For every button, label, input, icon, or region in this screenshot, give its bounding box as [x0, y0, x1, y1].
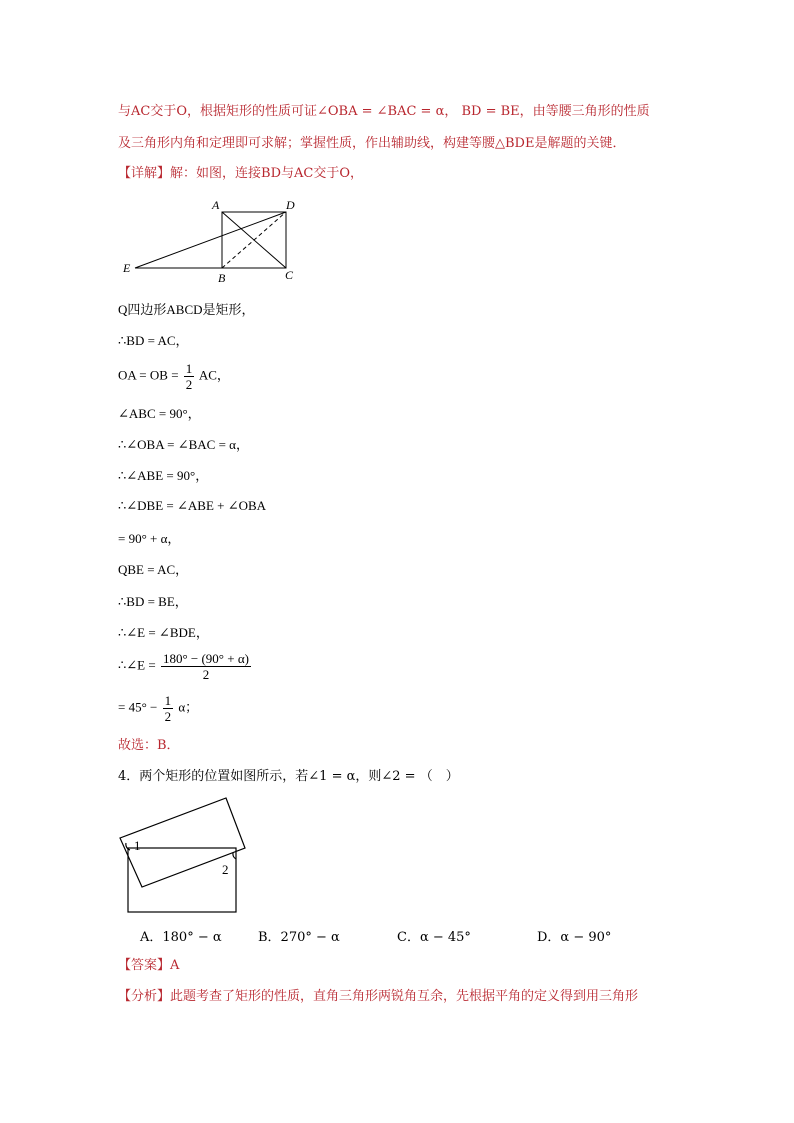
label-c: C: [285, 268, 294, 282]
choice-line: 故选：B．: [118, 738, 180, 753]
step-6: ∴∠ABE = 90°，: [118, 468, 209, 483]
option-d: D．α − 90°: [537, 930, 612, 945]
detail-tag: 【详解】: [118, 166, 171, 181]
step-12-left: ∴∠E =: [118, 657, 156, 673]
analysis-tag: 【分析】: [118, 989, 171, 1004]
question-4-text: 4．两个矩形的位置如图所示，若∠1 = α，则∠2 = （ ）: [118, 769, 459, 784]
fraction-angle-e: [161, 651, 251, 682]
step-13: [118, 693, 198, 724]
fraction-den: 2: [164, 709, 172, 724]
label-d: D: [286, 198, 295, 212]
step-13-left: = 45° −: [118, 699, 158, 715]
step-3: [118, 361, 230, 392]
analysis-line: [118, 988, 638, 1006]
two-rectangles-figure: [115, 793, 255, 918]
fraction-den: 2: [202, 667, 210, 682]
step-3-left: OA = OB =: [118, 367, 179, 383]
step-2: ∴BD = AC，: [118, 333, 189, 348]
option-a: A．180° − α: [140, 930, 222, 945]
option-c: C．α − 45°: [397, 930, 471, 945]
detail-line: [118, 165, 363, 183]
fraction-half-2: [163, 693, 174, 724]
step-3-right: AC，: [198, 367, 230, 383]
step-7: ∴∠DBE = ∠ABE + ∠OBA: [118, 498, 267, 513]
step-13-right: α；: [178, 699, 199, 715]
analysis-line-2: 及三角形内角和定理即可求解；掌握性质，作出辅助线，构建等腰△BDE是解题的关键．: [118, 136, 626, 151]
label-e: E: [123, 261, 131, 275]
answer-line: [118, 957, 179, 975]
fraction-den: 2: [185, 377, 193, 392]
fraction-num: 180° − (90° + α): [162, 651, 249, 666]
step-9: QBE = AC，: [118, 562, 189, 577]
step-1: Q四边形ABCD是矩形，: [118, 302, 255, 317]
step-5: ∴∠OBA = ∠BAC = α，: [118, 437, 249, 452]
step-11: ∴∠E = ∠BDE，: [118, 625, 209, 640]
rectangle-figure-1: [115, 196, 305, 286]
analysis-text: 此题考查了矩形的性质，直角三角形两锐角互余，先根据平角的定义得到用三角形: [170, 989, 639, 1004]
fraction-num: 1: [164, 693, 172, 708]
label-a: A: [212, 198, 220, 212]
angle-1-arc: [126, 843, 130, 850]
angle-1-label: 1: [134, 838, 141, 853]
answer-tag: 【答案】: [118, 958, 171, 973]
label-b: B: [218, 271, 226, 285]
step-12: [118, 651, 253, 682]
option-b: B．270° − α: [258, 930, 340, 945]
step-8: = 90° + α，: [118, 531, 181, 546]
step-4: ∠ABC = 90°，: [118, 406, 201, 421]
analysis-line-1: 与AC交于O，根据矩形的性质可证∠OBA = ∠BAC = α， BD = BE，由等腰三角形的性质: [118, 104, 650, 119]
angle-2-label: 2: [222, 862, 229, 877]
fraction-num: 1: [185, 361, 193, 376]
fraction-half-1: [184, 361, 195, 392]
detail-text: 解：如图，连接BD与AC交于O，: [170, 166, 363, 181]
answer-value: A: [170, 958, 180, 973]
step-10: ∴BD = BE，: [118, 594, 188, 609]
line-ed: [135, 212, 286, 268]
